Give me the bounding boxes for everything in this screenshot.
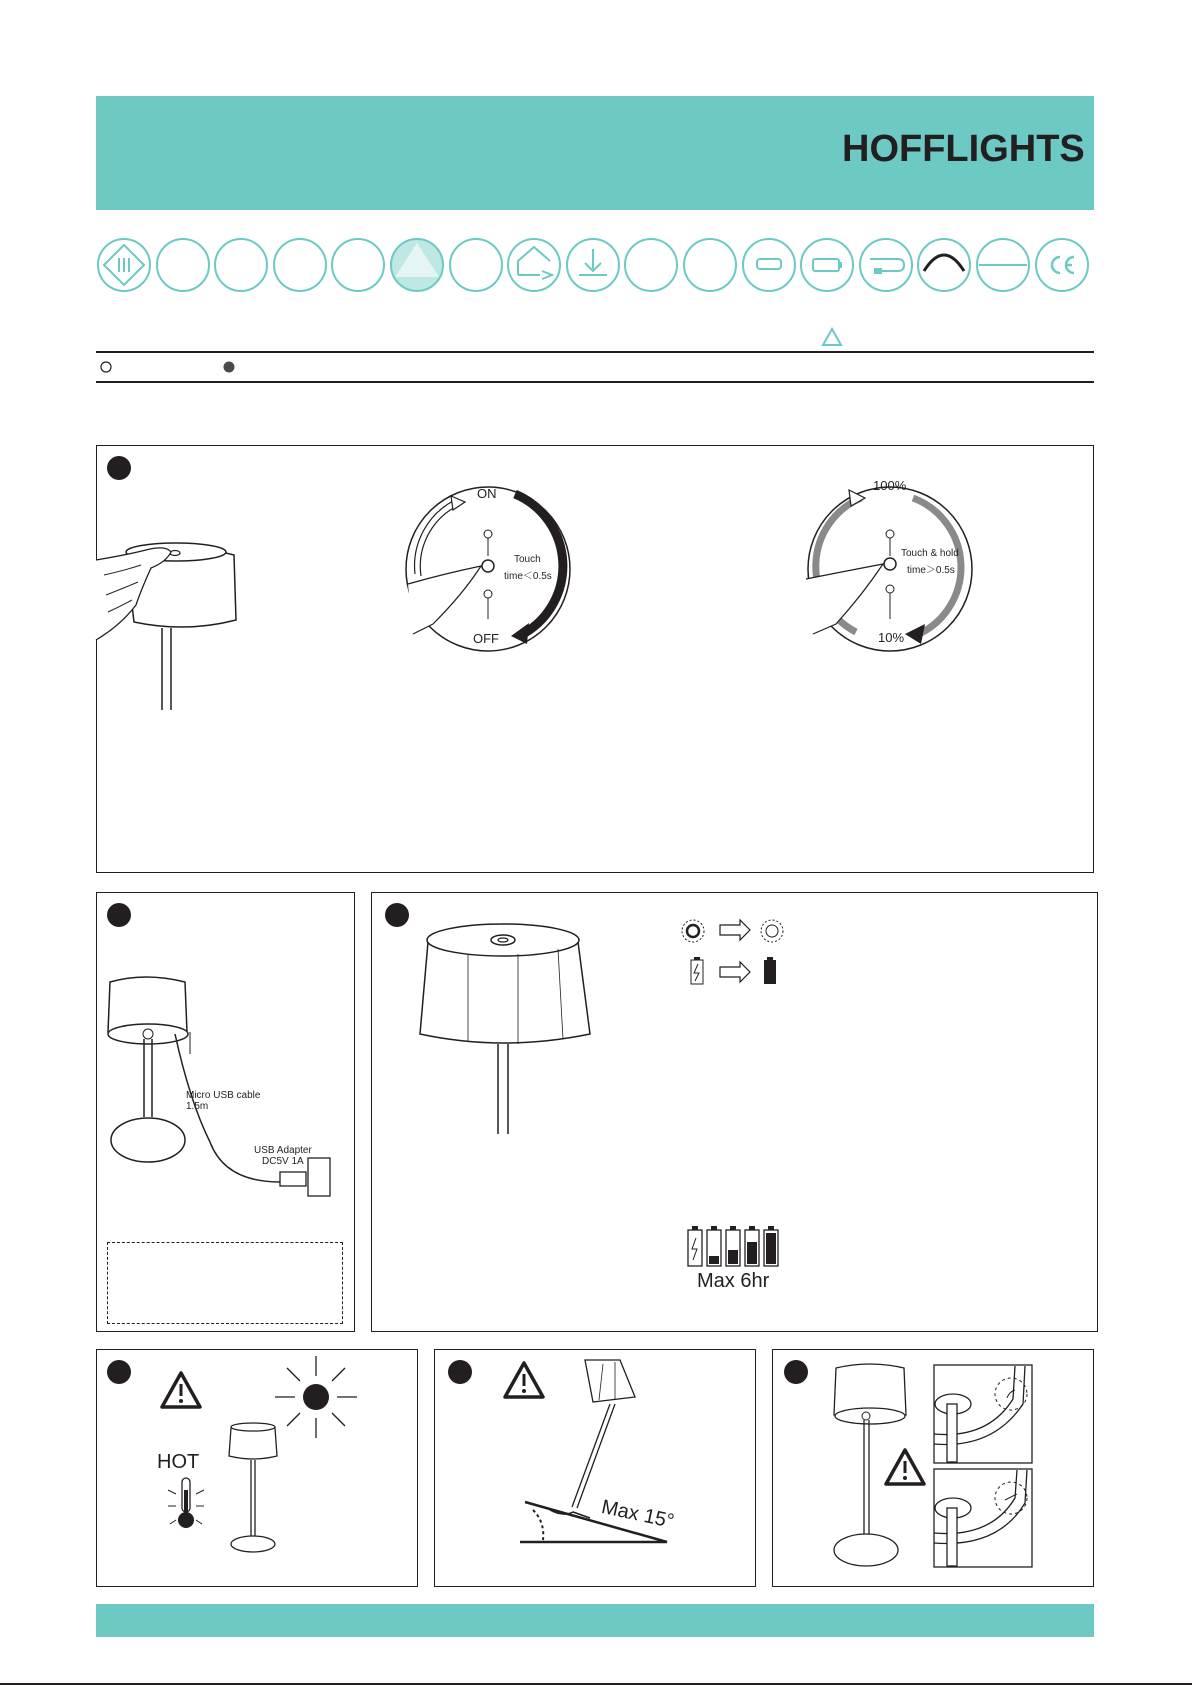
- filled-circle-icon: [223, 361, 235, 373]
- touch-on-label: ON: [477, 486, 497, 501]
- divider-top: [96, 351, 1094, 353]
- blank-icon: [330, 237, 386, 293]
- warning-small-icon: [822, 328, 842, 346]
- blank-icon: [448, 237, 504, 293]
- footer-band: [96, 1604, 1094, 1637]
- dim-max-label: 100%: [873, 478, 907, 493]
- cable-length: 1.5m: [186, 1101, 209, 1112]
- dim-hold-time: time＞0.5s: [907, 565, 955, 576]
- micro-usb-port-icon: [741, 237, 797, 293]
- brand-logo: HOFFLIGHTS: [842, 128, 1085, 170]
- small-lamp-illustration: [225, 1420, 281, 1556]
- lamp-touch-illustration: [96, 530, 246, 710]
- touch-off-label: OFF: [473, 631, 499, 646]
- touch-short-label: Touch: [514, 554, 541, 565]
- note-box: [107, 1242, 343, 1324]
- step-marker-5: [448, 1360, 472, 1384]
- usb-cable-icon: [858, 237, 914, 293]
- indoor-outdoor-icon: [506, 237, 562, 293]
- beam-icon: [389, 237, 445, 293]
- port-detail-top: [933, 1364, 1033, 1464]
- dimmer-icon: [916, 237, 972, 293]
- icon-row: [96, 237, 1094, 293]
- blank-icon: [272, 237, 328, 293]
- step-marker-2: [107, 903, 131, 927]
- step-marker-1: [107, 456, 131, 480]
- page-bottom-rule: [0, 1683, 1192, 1685]
- dim-min-label: 10%: [878, 630, 905, 645]
- sun-icon: [271, 1352, 361, 1442]
- step-marker-6: [784, 1360, 808, 1384]
- battery-levels-icon: [686, 1224, 786, 1268]
- port-detail-bottom: [933, 1468, 1033, 1568]
- tilt-label: Max 15°: [599, 1496, 676, 1533]
- touch-short-time: time＜0.5s: [504, 571, 552, 582]
- charge-indicator-icon: [675, 914, 805, 986]
- adapter-label: USB Adapter: [254, 1145, 312, 1156]
- charging-lamp-illustration: [100, 972, 340, 1232]
- blank-icon: [155, 237, 211, 293]
- cable-label: Micro USB cable: [186, 1090, 261, 1101]
- adapter-spec: DC5V 1A: [262, 1156, 304, 1167]
- blank-icon: [213, 237, 269, 293]
- step-marker-4: [107, 1360, 131, 1384]
- blank-icon: [975, 237, 1031, 293]
- blank-icon: [623, 237, 679, 293]
- charge-time-label: Max 6hr: [697, 1270, 770, 1292]
- warning-icon: [883, 1447, 927, 1487]
- battery-icon: [799, 237, 855, 293]
- install-icon: [565, 237, 621, 293]
- open-circle-icon: [100, 361, 112, 373]
- divider-bottom: [96, 381, 1094, 383]
- dim-hold-label: Touch & hold: [901, 548, 959, 559]
- blank-icon: [682, 237, 738, 293]
- lamp-large-illustration: [418, 914, 593, 1134]
- ce-mark-icon: [1034, 237, 1090, 293]
- class-iii-icon: [96, 237, 152, 293]
- thermometer-icon: [166, 1476, 206, 1532]
- step-marker-3: [385, 903, 409, 927]
- hot-label: HOT: [157, 1451, 200, 1473]
- warning-icon: [159, 1370, 203, 1410]
